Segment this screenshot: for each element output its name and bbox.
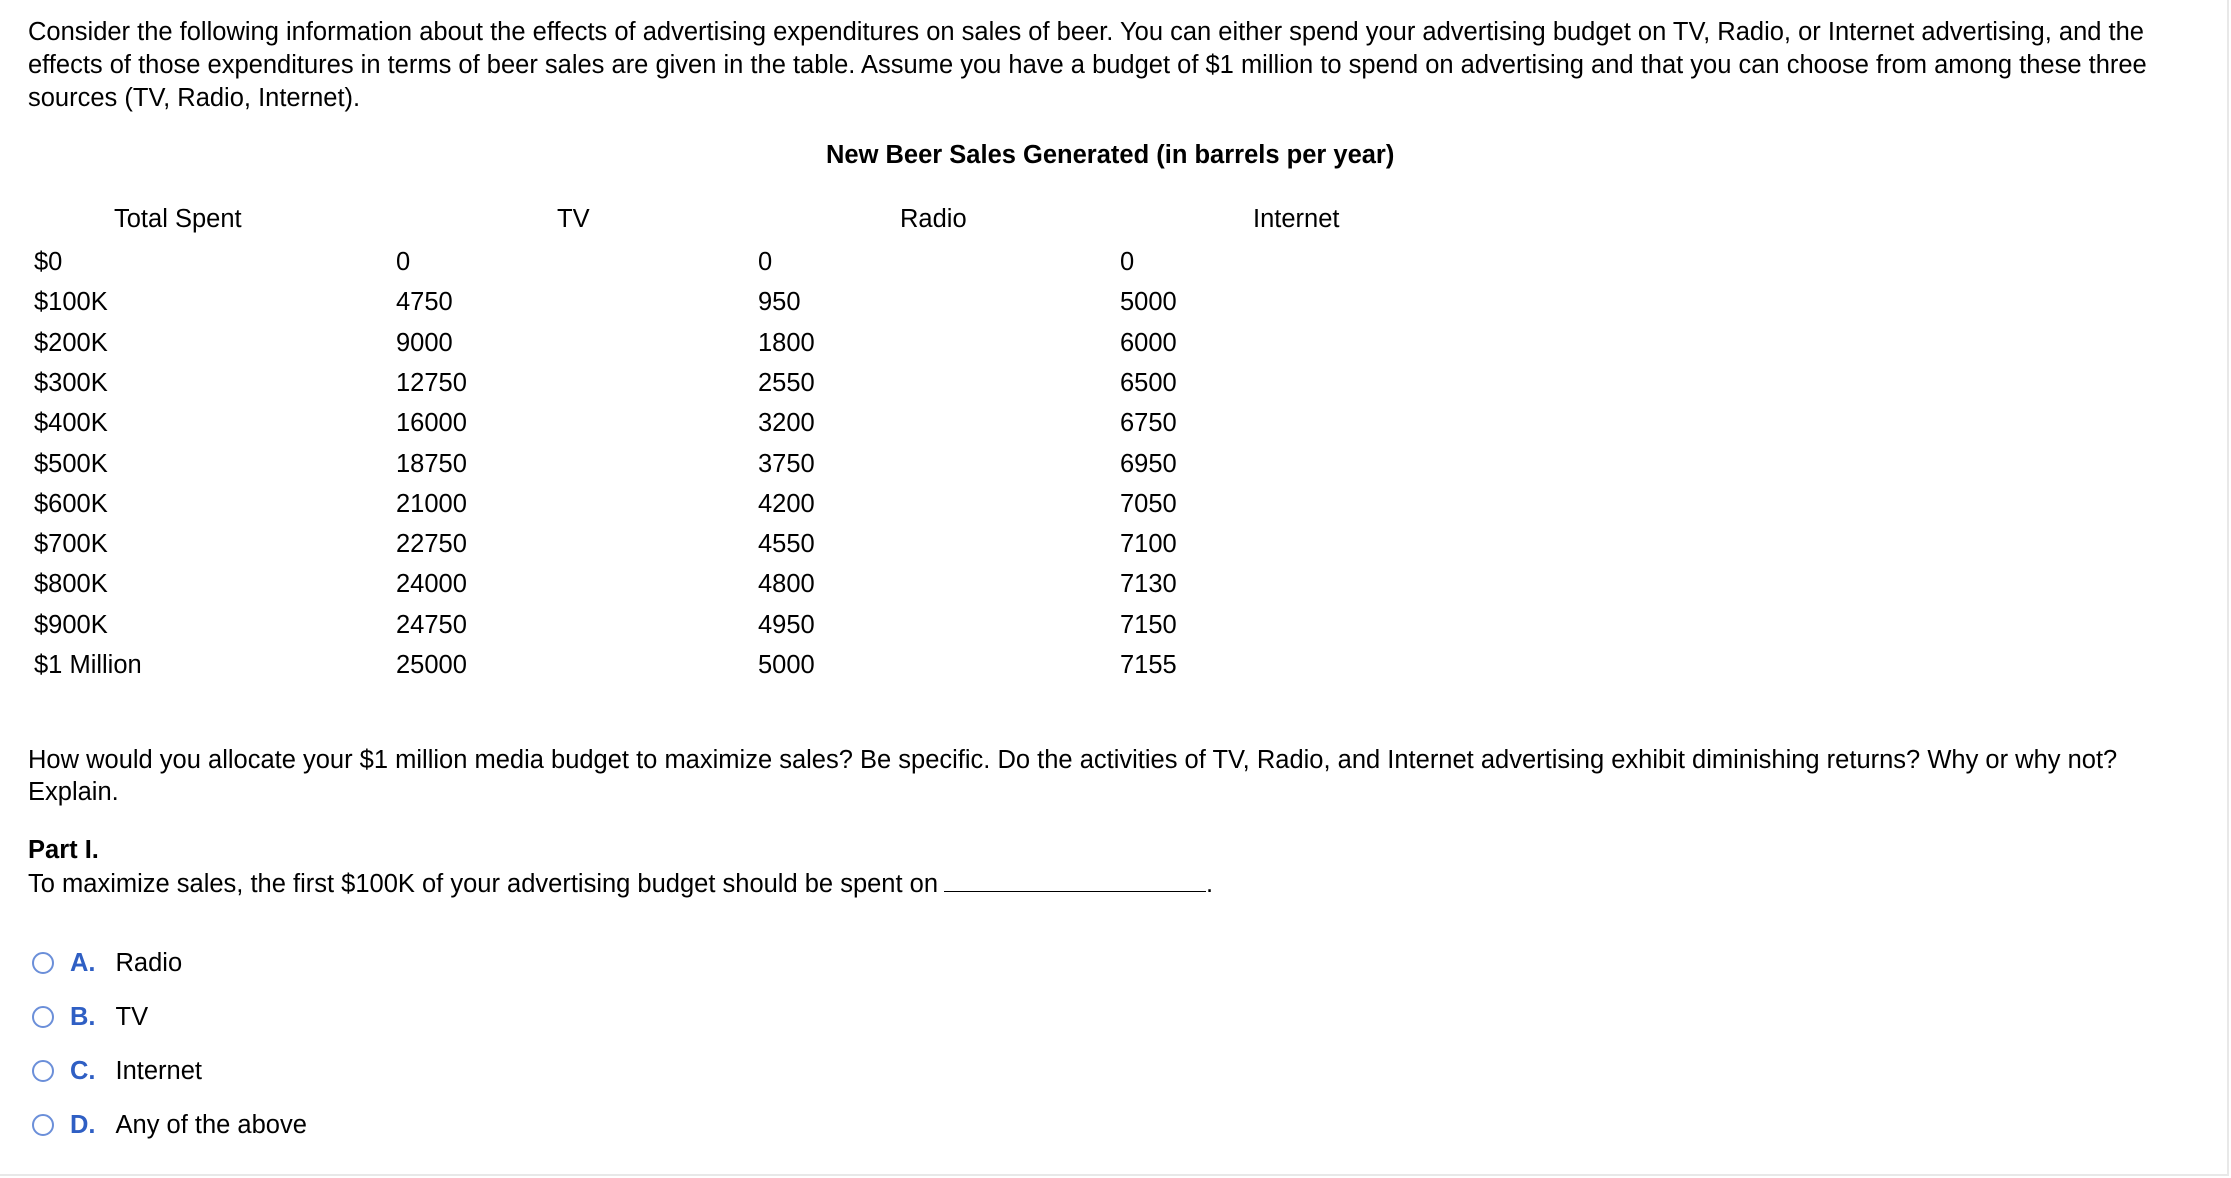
cell-total-spent: $400K [34,409,108,437]
header-internet: Internet [1253,205,1340,233]
cell-radio: 2550 [758,369,815,397]
cell-internet: 6750 [1120,409,1177,437]
cell-total-spent: $100K [34,288,108,316]
cell-internet: 7050 [1120,490,1177,518]
part-prompt-text: To maximize sales, the first $100K of your advertising budget should be spent on [28,870,939,898]
cell-internet: 6000 [1120,329,1177,357]
option-text: TV [115,1002,149,1031]
cell-total-spent: $1 Million [34,651,142,679]
cell-internet: 0 [1120,248,1135,276]
cell-radio: 4950 [758,611,815,639]
cell-total-spent: $800K [34,570,108,598]
cell-tv: 9000 [396,329,453,357]
cell-tv: 21000 [396,490,467,518]
cell-total-spent: $600K [34,490,108,518]
cell-radio: 4550 [758,530,815,558]
option-a[interactable] [32,946,182,980]
cell-total-spent: $0 [34,248,63,276]
cell-radio: 3750 [758,450,815,478]
cell-radio: 3200 [758,409,815,437]
header-tv: TV [557,205,590,233]
option-c[interactable] [32,1054,202,1088]
cell-tv: 18750 [396,450,467,478]
cell-tv: 4750 [396,288,453,316]
header-total-spent: Total Spent [114,205,242,233]
cell-radio: 0 [758,248,773,276]
cell-radio: 5000 [758,651,815,679]
cell-total-spent: $700K [34,530,108,558]
cell-internet: 6500 [1120,369,1177,397]
option-text: Internet [115,1056,202,1085]
cell-tv: 16000 [396,409,467,437]
cell-internet: 6950 [1120,450,1177,478]
intro-paragraph: Consider the following information about the effects of advertising expenditures on sales of beer. You can either spend your advertising budget on TV, Radio, or Internet advertising, and the effects of those expenditures in terms of beer sales are given in the table. Assume you have a budget of $1 million to spend on advertising and that you can choose from among these three sources (TV, Radio, Internet). [28,18,2147,112]
table-title: New Beer Sales Generated (in barrels per year) [826,141,1395,169]
cell-total-spent: $500K [34,450,108,478]
cell-radio: 1800 [758,329,815,357]
cell-radio: 4800 [758,570,815,598]
cell-tv: 22750 [396,530,467,558]
cell-tv: 24000 [396,570,467,598]
cell-tv: 25000 [396,651,467,679]
cell-internet: 5000 [1120,288,1177,316]
option-letter: D. [70,1110,96,1139]
option-b[interactable] [32,1000,148,1034]
cell-tv: 24750 [396,611,467,639]
question-text: How would you allocate your $1 million media budget to maximize sales? Be specific. Do the activities of TV, Radio, and Internet advertising exhibit diminishing returns? Why or why not? Explain. [28,746,2118,806]
option-letter: B. [70,1002,96,1031]
cell-tv: 0 [396,248,411,276]
option-text: Any of the above [115,1110,307,1139]
cell-tv: 12750 [396,369,467,397]
radio-button-icon[interactable] [32,1114,54,1136]
option-letter: C. [70,1056,96,1085]
option-text: Radio [115,948,183,977]
cell-internet: 7150 [1120,611,1177,639]
cell-internet: 7100 [1120,530,1177,558]
cell-total-spent: $300K [34,369,108,397]
cell-internet: 7155 [1120,651,1177,679]
cell-total-spent: $200K [34,329,108,357]
cell-total-spent: $900K [34,611,108,639]
cell-radio: 950 [758,288,801,316]
cell-radio: 4200 [758,490,815,518]
part-prompt [28,869,1213,899]
radio-button-icon[interactable] [32,1006,54,1028]
option-letter: A. [70,948,96,977]
radio-button-icon[interactable] [32,952,54,974]
part-label: Part I. [28,836,99,864]
part-prompt-end: . [1206,870,1214,898]
header-radio: Radio [900,205,967,233]
answer-blank [944,869,1206,892]
cell-internet: 7130 [1120,570,1177,598]
radio-button-icon[interactable] [32,1060,54,1082]
option-d[interactable] [32,1108,307,1142]
